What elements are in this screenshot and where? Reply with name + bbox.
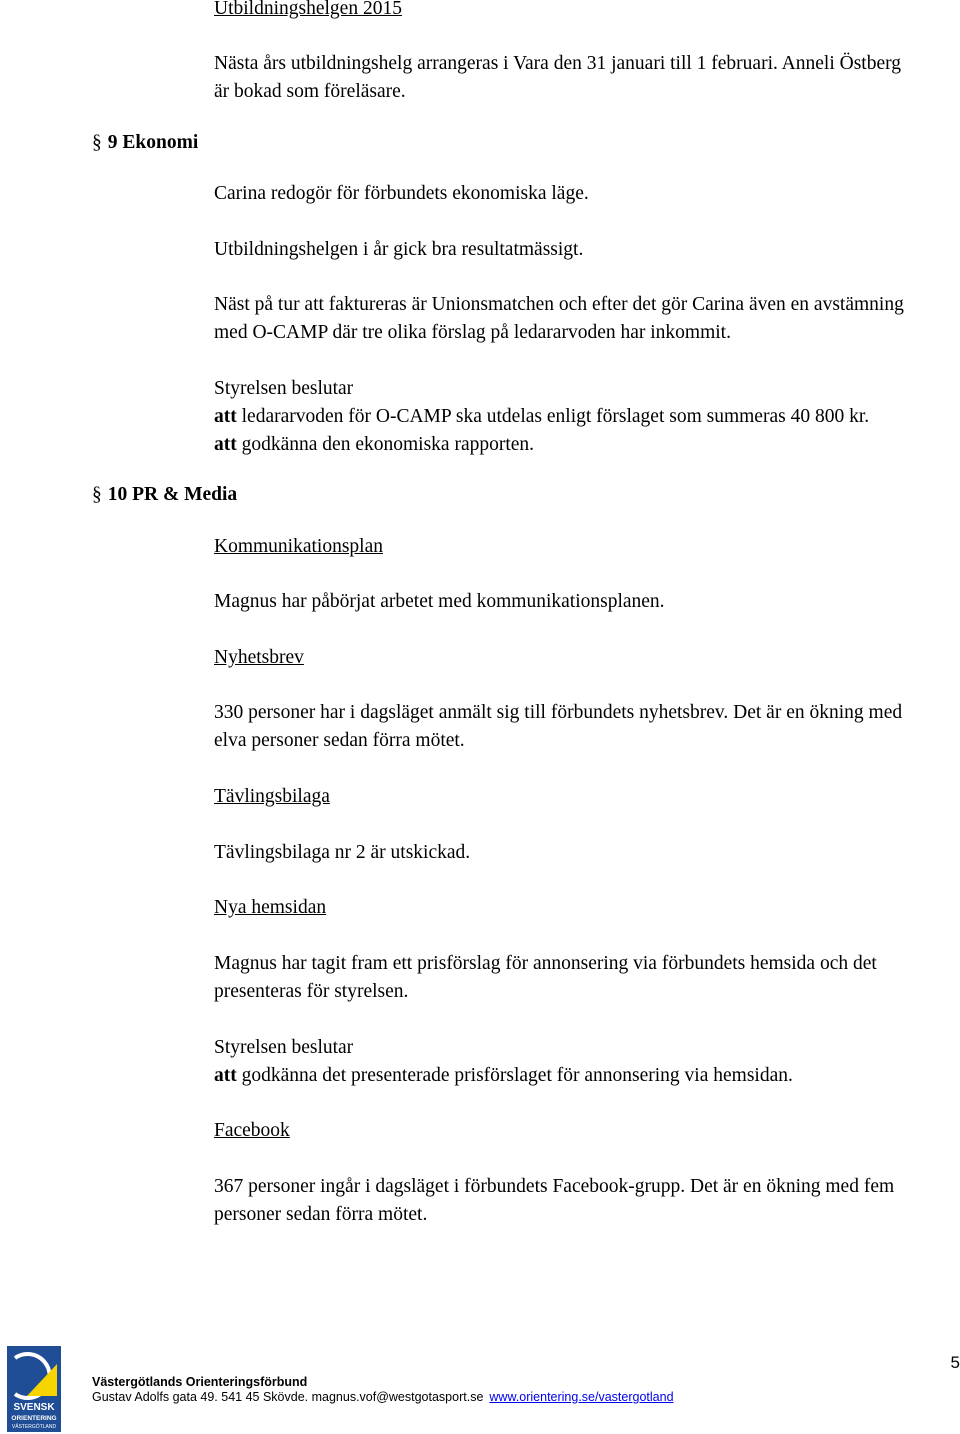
facebook-text-line1: 367 personer ingår i dagsläget i förbundets Facebook-grupp. Det är en ökning med fem xyxy=(214,1176,895,1197)
ekonomi-p1: Carina redogör för förbundets ekonomiska läge. xyxy=(214,183,589,204)
ekonomi-decision-heading: Styrelsen beslutar xyxy=(214,378,354,399)
logo-text-orientering: ORIENTERING xyxy=(11,1415,57,1422)
logo-text-svensk: SVENSK xyxy=(13,1402,55,1413)
page-number: 5 xyxy=(950,1353,960,1372)
ekonomi-p3-line1: Näst på tur att faktureras är Unionsmatchen och efter det gör Carina även en avstämning xyxy=(214,294,904,315)
nya-hemsidan-text-line1: Magnus har tagit fram ett prisförslag för annonsering via förbundets hemsida och det xyxy=(214,953,877,974)
paragraph-symbol: § xyxy=(92,132,102,153)
section-9-title: 9 Ekonomi xyxy=(107,132,199,153)
utbildning-text-line2: är bokad som föreläsare. xyxy=(214,81,406,102)
kommunikationsplan-heading: Kommunikationsplan xyxy=(214,536,383,557)
svensk-orientering-logo xyxy=(7,1346,61,1432)
utbildning-heading: Utbildningshelgen 2015 xyxy=(214,0,402,19)
logo-text-vastergotland: VÄSTERGÖTLAND xyxy=(11,1424,57,1430)
utbildning-text-line1: Nästa års utbildningshelg arrangeras i Vara den 31 januari till 1 februari. Anneli Östberg xyxy=(214,53,902,74)
nya-hemsidan-heading: Nya hemsidan xyxy=(214,897,327,918)
footer-website-link[interactable]: www.orientering.se/vastergotland xyxy=(489,1390,674,1404)
ekonomi-decision-2 xyxy=(214,431,534,459)
decision-text: godkänna den ekonomiska rapporten. xyxy=(236,434,535,455)
decision-text: godkänna det presenterade prisförslaget för annonsering via hemsidan. xyxy=(236,1065,793,1086)
section-10-heading xyxy=(92,481,237,509)
section-9-heading xyxy=(92,129,198,157)
tavlingsbilaga-text: Tävlingsbilaga nr 2 är utskickad. xyxy=(214,842,471,863)
facebook-heading: Facebook xyxy=(214,1120,290,1141)
nyhetsbrev-text-line2: elva personer sedan förra mötet. xyxy=(214,730,465,751)
kommunikationsplan-text: Magnus har påbörjat arbetet med kommunikationsplanen. xyxy=(214,591,665,612)
nya-hemsidan-text-line2: presenteras för styrelsen. xyxy=(214,981,409,1002)
paragraph-symbol: § xyxy=(92,484,102,505)
footer-organization: Västergötlands Orienteringsförbund xyxy=(92,1375,308,1389)
pr-decision-1 xyxy=(214,1062,793,1090)
pr-decision-heading: Styrelsen beslutar xyxy=(214,1037,354,1058)
nyhetsbrev-text-line1: 330 personer har i dagsläget anmält sig till förbundets nyhetsbrev. Det är en ökning med xyxy=(214,702,903,723)
ekonomi-p2: Utbildningshelgen i år gick bra resultatmässigt. xyxy=(214,239,584,260)
tavlingsbilaga-heading: Tävlingsbilaga xyxy=(214,786,330,807)
att-keyword: att xyxy=(214,1065,237,1086)
section-10-title: 10 PR & Media xyxy=(107,484,238,505)
facebook-text-line2: personer sedan förra mötet. xyxy=(214,1204,428,1225)
ekonomi-decision-1 xyxy=(214,403,869,431)
att-keyword: att xyxy=(214,406,237,427)
footer-address-line xyxy=(92,1390,674,1405)
ekonomi-p3-line2: med O-CAMP där tre olika förslag på ledararvoden har inkommit. xyxy=(214,322,731,343)
footer-address: Gustav Adolfs gata 49. 541 45 Skövde. magnus.vof@westgotasport.se xyxy=(92,1390,484,1404)
decision-text: ledararvoden för O-CAMP ska utdelas enligt förslaget som summeras 40 800 kr. xyxy=(236,406,870,427)
att-keyword: att xyxy=(214,434,237,455)
nyhetsbrev-heading: Nyhetsbrev xyxy=(214,647,304,668)
